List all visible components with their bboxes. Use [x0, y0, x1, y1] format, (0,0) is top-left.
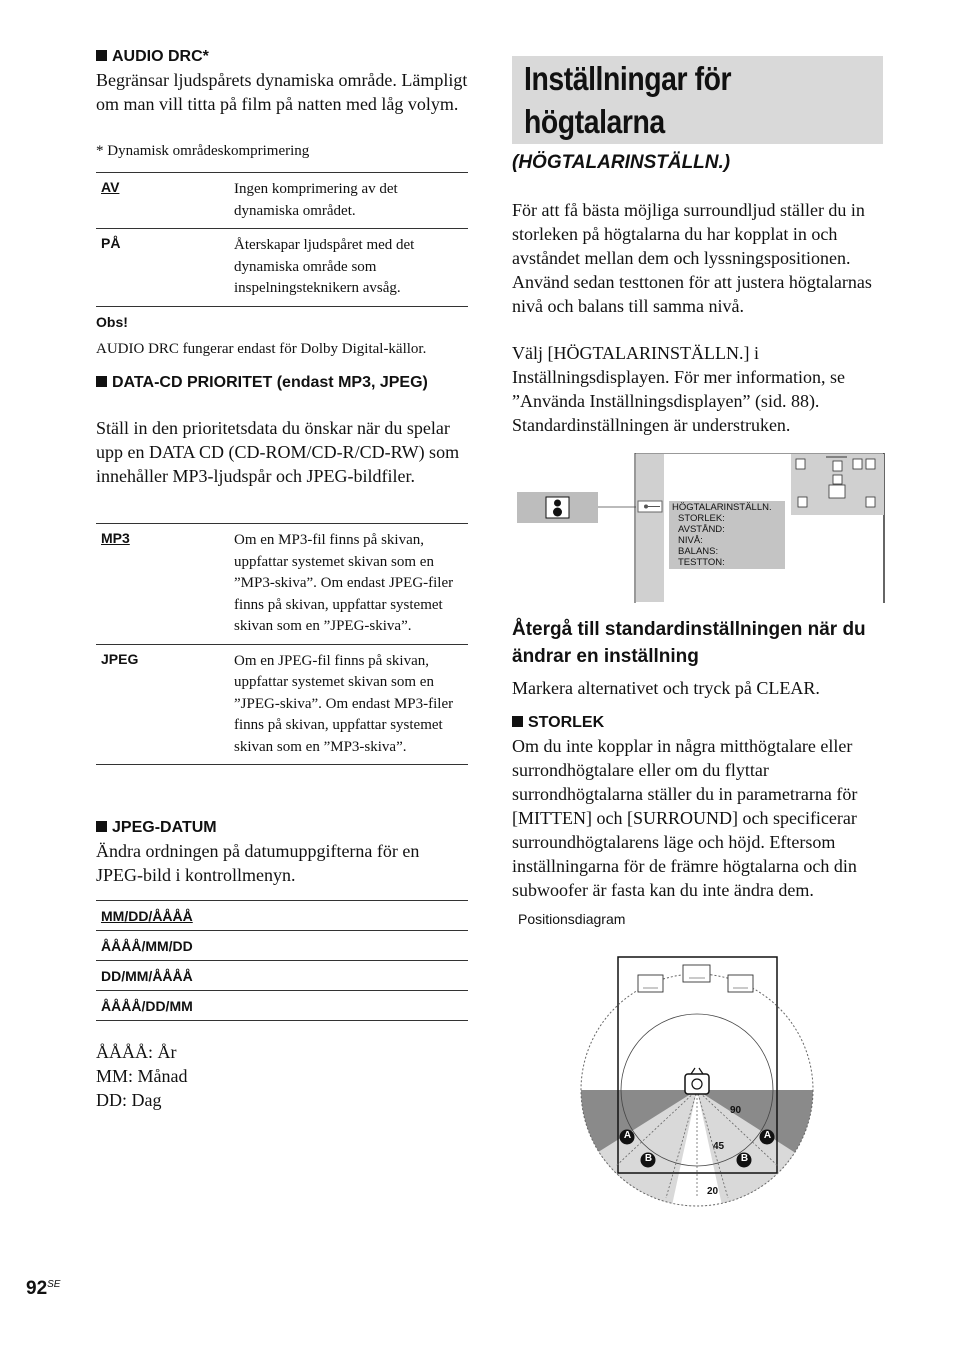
jpeg-date-description: Ändra ordningen på datumuppgifterna för en JPEG-bild i kontrollmenyn. [96, 841, 420, 885]
section-title-box [512, 56, 883, 144]
audio-drc-description: Begränsar ljudspårets dynamiska område. Lämpligt om man vill titta på film på natten med låg volym. [96, 70, 468, 114]
angle-90-label: 90 [730, 1105, 742, 1116]
position-diagram [576, 948, 816, 1208]
note-text: AUDIO DRC fungerar endast för Dolby Digital-källor. [96, 341, 427, 357]
option-key: JPEG [101, 650, 139, 667]
angle-45-label: 45 [713, 1141, 725, 1152]
section-subtitle: (HÖGTALARINSTÄLLN.) [512, 152, 731, 173]
table-row [96, 173, 468, 229]
option-key: PÅ [101, 235, 121, 251]
jpeg-date-heading [96, 817, 217, 838]
table-row [96, 644, 468, 765]
square-bullet-icon [96, 376, 107, 387]
table-row [96, 991, 468, 1021]
setup-menu-list [672, 502, 772, 568]
option-description: Återskapar ljudspåret med det dynamiska område som inspelningsteknikern avsåg. [234, 237, 415, 296]
page-number [26, 1278, 60, 1300]
storlek-text: Om du inte kopplar in några mitthögtalare eller surrondhögtalare eller om du flyttar surrondhögtalarna ställer du in parametrarna för [MITTEN] och [SURROUND] och specificerar surroundhögtalarens läge och höjd. Eftersom inställningarna för de främre högtalarna och din subwoofer är fasta kan du inte ändra dem. [512, 736, 858, 900]
date-format: MM/DD/ÅÅÅÅ [101, 908, 193, 924]
zone-a-right-label: A [763, 1130, 772, 1141]
square-bullet-icon [96, 821, 107, 832]
menu-item-size: STORLEK: [678, 513, 725, 524]
menu-item-distance: AVSTÅND: [678, 524, 725, 535]
legend-month: MM: Månad [96, 1066, 188, 1086]
select-instructions: Välj [HÖGTALARINSTÄLLN.] i Inställningsdisplayen. För mer information, se ”Använda Inställningsdisplayen” (sid. 88). Standardinställningen är understruken. [512, 343, 845, 435]
menu-item-level: NIVÅ: [678, 535, 703, 546]
legend-day: DD: Dag [96, 1090, 162, 1110]
audio-drc-heading-text: AUDIO DRC* [112, 48, 209, 65]
option-key: AV [101, 179, 120, 195]
zone-a-left-label: A [623, 1130, 632, 1141]
menu-item-test-tone: TESTTON: [678, 557, 725, 568]
diagram-label: Positionsdiagram [518, 911, 626, 927]
audio-drc-heading [96, 46, 209, 67]
square-bullet-icon [512, 716, 523, 727]
table-row [96, 931, 468, 961]
menu-item-speaker-setup: HÖGTALARINSTÄLLN. [672, 502, 772, 513]
page-number-suffix: SE [47, 1279, 61, 1290]
intro-text: För att få bästa möjliga surroundljud ställer du in storleken på högtalarna du har kopplat in och avståndet mellan dem och lyssningspositionen. Använd sedan testtonen för att justera högtalarnas nivå och balans till samma nivå. [512, 200, 872, 316]
reset-heading: Återgå till standardinställningen när du ändrar en inställning [512, 619, 866, 667]
note-title: Obs! [96, 314, 128, 330]
data-cd-heading [96, 372, 456, 393]
reset-text: Markera alternativet och tryck på CLEAR. [512, 678, 820, 698]
jpeg-date-heading-text: JPEG-DATUM [112, 819, 217, 836]
date-legend [96, 1040, 188, 1112]
setup-display-illustration [517, 453, 887, 605]
data-cd-heading-text: DATA-CD PRIORITET (endast MP3, JPEG) [112, 374, 428, 391]
legend-year: ÅÅÅÅ: År [96, 1042, 177, 1062]
option-description: Om en MP3-fil finns på skivan, uppfattar systemet skivan som en ”MP3-skiva”. Om endast JPEG-filer finns på skivan, uppfattar systemet skivan som en ”JPEG-skiva”. [234, 532, 454, 634]
data-cd-options-table [96, 523, 468, 765]
audio-drc-footnote: * Dynamisk områdeskomprimering [96, 143, 310, 159]
table-row [96, 229, 468, 307]
position-diagram-graphic [576, 948, 816, 1208]
page-title: Inställningar för högtalarna [524, 60, 732, 140]
page-number-value: 92 [26, 1278, 48, 1299]
table-row [96, 901, 468, 931]
storlek-heading-text: STORLEK [528, 714, 605, 731]
zone-b-left-label: B [644, 1153, 653, 1164]
data-cd-description: Ställ in den prioritetsdata du önskar när du spelar upp en DATA CD (CD-ROM/CD-R/CD-RW) som innehåller MP3-ljudspår och JPEG-bildfiler. [96, 418, 460, 486]
zone-b-right-label: B [740, 1153, 749, 1164]
date-format: ÅÅÅÅ/MM/DD [101, 938, 193, 954]
jpeg-date-formats-table [96, 900, 468, 1021]
angle-20-label: 20 [707, 1186, 719, 1197]
date-format: DD/MM/ÅÅÅÅ [101, 968, 193, 984]
option-key: MP3 [101, 530, 130, 546]
storlek-heading [512, 712, 604, 733]
table-row [96, 961, 468, 991]
menu-item-balance: BALANS: [678, 546, 719, 557]
date-format: ÅÅÅÅ/DD/MM [101, 998, 193, 1014]
square-bullet-icon [96, 50, 107, 61]
option-description: Om en JPEG-fil finns på skivan, uppfattar systemet skivan som en ”JPEG-skiva”. Om endast MP3-filer finns på skivan, uppfattar systemet skivan som en ”MP3-skiva”. [234, 652, 454, 755]
option-description: Ingen komprimering av det dynamiska området. [234, 181, 398, 219]
audio-drc-options-table [96, 172, 468, 307]
table-row [96, 524, 468, 645]
